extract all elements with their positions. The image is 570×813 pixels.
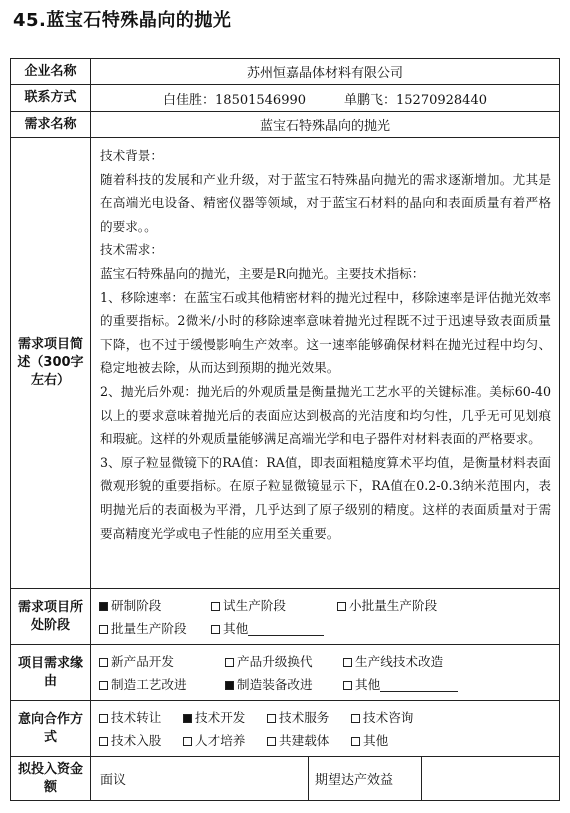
checkbox-icon [343, 681, 352, 690]
checkbox-icon [225, 658, 234, 667]
description-content [91, 138, 560, 589]
coop-option-carrier[interactable] [267, 729, 351, 752]
other-blank-line[interactable] [248, 621, 324, 636]
option-label: 其他 [355, 676, 381, 692]
option-label: 产品升级换代 [237, 653, 313, 669]
contact-row [11, 85, 560, 112]
option-label: 技术咨询 [363, 709, 414, 725]
description-paragraph: 技术背景： [100, 148, 163, 163]
coop-option-transfer[interactable] [99, 706, 183, 729]
checkbox-icon [99, 658, 108, 667]
checkbox-icon [99, 681, 108, 690]
checkbox-icon [99, 737, 108, 746]
reason-options [91, 645, 560, 701]
coop-option-talent[interactable] [183, 729, 267, 752]
option-label: 技术入股 [111, 732, 162, 748]
option-label: 批量生产阶段 [111, 620, 187, 636]
option-label: 其他 [363, 732, 389, 748]
stage-options [91, 589, 560, 645]
cooperation-options [91, 701, 560, 757]
description-row [11, 138, 560, 589]
cooperation-row [11, 701, 560, 757]
demand-name-value: 蓝宝石特殊晶向的抛光 [91, 112, 560, 138]
stage-option-small-batch[interactable] [337, 594, 437, 617]
stage-option-trial[interactable] [211, 594, 337, 617]
demand-name-row [11, 112, 560, 138]
reason-option-line-reform[interactable] [343, 650, 443, 673]
investment-value: 面议 [91, 757, 309, 801]
checkbox-icon [337, 602, 346, 611]
reason-option-other[interactable] [343, 673, 458, 696]
checkbox-icon [211, 625, 220, 634]
coop-option-development[interactable] [183, 706, 267, 729]
investment-row [11, 757, 560, 801]
option-label: 其他 [223, 620, 249, 636]
contact-person-2: 单鹏飞：15270928440 [344, 92, 487, 108]
option-label: 人才培养 [195, 732, 246, 748]
description-paragraph: 技术需求： [100, 242, 163, 258]
checkbox-icon [99, 714, 108, 723]
checkbox-checked-icon [225, 681, 234, 690]
reason-option-new-product[interactable] [99, 650, 225, 673]
stage-label: 需求项目所处阶段 [11, 589, 91, 645]
option-label: 新产品开发 [111, 653, 174, 669]
contact-value [91, 85, 560, 112]
description-paragraph: 2、抛光后外观：抛光后的外观质量是衡量抛光工艺水平的关键标准。美标60-40以上的要求意味着抛光后的表面应达到极高的光洁度和均匀性，几乎无可见划痕和瑕疵。这样的外观质量能够满足高端光学和电子器件对材料表面的严格要求。 [100, 383, 552, 447]
stage-option-research[interactable] [99, 594, 211, 617]
description-paragraph: 随着科技的发展和产业升级，对于蓝宝石特殊晶向抛光的需求逐渐增加。尤其是在高端光电设备、精密仪器等领域，对于蓝宝石材料的晶向和表面质量有着严格的要求。。 [100, 171, 552, 234]
reason-label: 项目需求缘由 [11, 645, 91, 701]
investment-label: 拟投入资金额 [11, 757, 91, 801]
coop-option-other[interactable] [351, 729, 388, 752]
description-paragraph: 3、原子粒显微镜下的RA值：RA值，即表面粗糙度算术平均值，是衡量材料表面微观形貌的重要指标。在原子粒显微镜显示下，RA值在0.2-0.3纳米范围内，表明抛光后的表面极为平滑，几乎达到了原子级别的精度。这样的表面质量对于需要高精度光学或电子性能的应用至关重要。 [100, 454, 552, 541]
expected-benefit-label: 期望达产效益 [309, 757, 422, 801]
reason-option-upgrade[interactable] [225, 650, 343, 673]
checkbox-checked-icon [183, 714, 192, 723]
description-paragraph: 蓝宝石特殊晶向的抛光，主要是R向抛光。主要技术指标： [100, 265, 425, 281]
checkbox-icon [351, 737, 360, 746]
coop-option-service[interactable] [267, 706, 351, 729]
option-label: 制造工艺改进 [111, 676, 187, 692]
description-label: 需求项目简述（300字左右） [11, 138, 91, 589]
option-label: 制造装备改进 [237, 676, 313, 692]
option-label: 技术开发 [195, 709, 246, 725]
option-label: 技术转让 [111, 709, 162, 725]
contact-person-1: 白佳胜：18501546990 [163, 92, 307, 108]
stage-row [11, 589, 560, 645]
reason-option-process[interactable] [99, 673, 225, 696]
coop-option-equity[interactable] [99, 729, 183, 752]
option-label: 小批量生产阶段 [349, 597, 438, 613]
company-row [11, 59, 560, 85]
cooperation-label: 意向合作方式 [11, 701, 91, 757]
contact-label: 联系方式 [11, 85, 91, 112]
checkbox-icon [267, 737, 276, 746]
demand-name-label: 需求名称 [11, 112, 91, 138]
checkbox-icon [343, 658, 352, 667]
demand-form-table [10, 58, 560, 801]
option-label: 试生产阶段 [223, 597, 286, 613]
reason-option-equipment[interactable] [225, 673, 343, 696]
reason-row [11, 645, 560, 701]
option-label: 研制阶段 [111, 597, 162, 613]
expected-benefit-value[interactable] [422, 757, 560, 801]
checkbox-checked-icon [99, 602, 108, 611]
option-label: 生产线技术改造 [355, 653, 444, 669]
checkbox-icon [351, 714, 360, 723]
company-value: 苏州恒嘉晶体材料有限公司 [91, 59, 560, 85]
option-label: 共建载体 [279, 732, 330, 748]
other-blank-line[interactable] [380, 677, 458, 692]
checkbox-icon [211, 602, 220, 611]
checkbox-icon [267, 714, 276, 723]
option-label: 技术服务 [279, 709, 330, 725]
checkbox-icon [99, 625, 108, 634]
page-title: 45.蓝宝石特殊晶向的抛光 [13, 10, 232, 31]
company-label: 企业名称 [11, 59, 91, 85]
checkbox-icon [183, 737, 192, 746]
coop-option-consulting[interactable] [351, 706, 413, 729]
stage-option-other[interactable] [211, 617, 324, 640]
description-paragraph: 1、移除速率：在蓝宝石或其他精密材料的抛光过程中，移除速率是评估抛光效率的重要指标。2微米/小时的移除速率意味着抛光过程既不过于迅速导致表面质量下降，也不过于缓慢影响生产效率。这一速率能够确保材料在抛光过程中均匀、稳定地被去除，从而达到预期的抛光效果。 [100, 289, 552, 376]
stage-option-mass[interactable] [99, 617, 211, 640]
